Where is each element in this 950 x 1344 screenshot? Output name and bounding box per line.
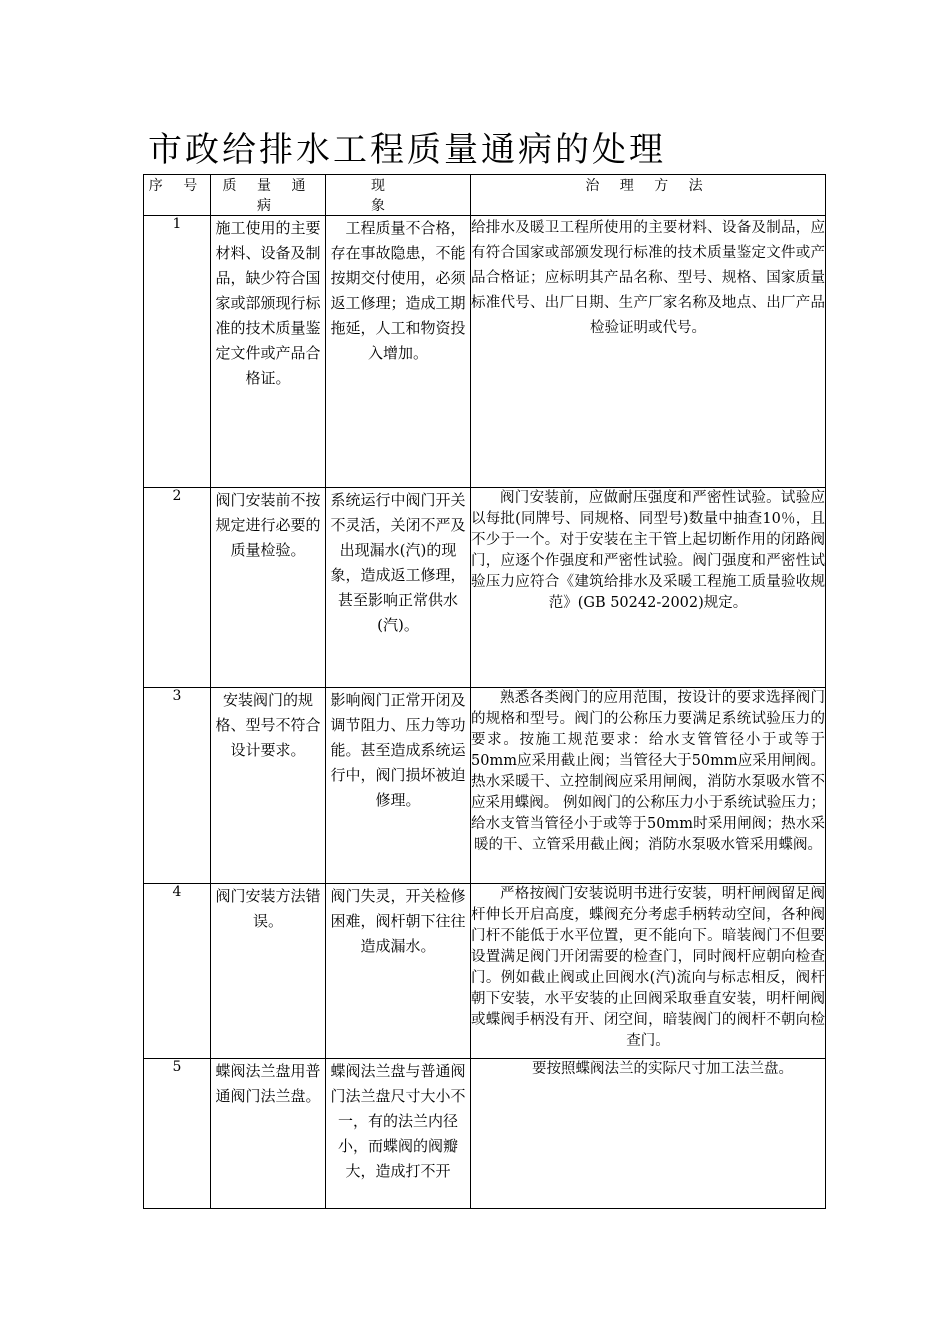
row-problem: 施工使用的主要材料、设备及制品，缺少符合国家或部颁现行标准的技术质量鉴定文件或产品合格证。 xyxy=(211,216,326,488)
row-problem: 阀门安装方法错误。 xyxy=(211,884,326,1059)
row-index: 4 xyxy=(144,884,211,1059)
row-index: 2 xyxy=(144,488,211,688)
table-row xyxy=(144,216,826,488)
row-phenomenon: 影响阀门正常开闭及调节阻力、压力等功能。甚至造成系统运行中，阀门损坏被迫修理。 xyxy=(326,688,471,884)
row-index: 3 xyxy=(144,688,211,884)
header-phenomenon: 现 象 xyxy=(326,175,471,216)
header-problem: 质 量 通 病 xyxy=(211,175,326,216)
table-row xyxy=(144,688,826,884)
row-problem: 安装阀门的规格、型号不符合设计要求。 xyxy=(211,688,326,884)
row-problem: 阀门安装前不按规定进行必要的质量检验。 xyxy=(211,488,326,688)
row-method: 要按照蝶阀法兰的实际尺寸加工法兰盘。 xyxy=(471,1059,826,1209)
row-index: 5 xyxy=(144,1059,211,1209)
row-phenomenon: 工程质量不合格，存在事故隐患，不能按期交付使用，必须返工修理；造成工期拖延，人工和物资投入增加。 xyxy=(326,216,471,488)
row-phenomenon: 阀门失灵，开关检修困难，阀杆朝下往往造成漏水。 xyxy=(326,884,471,1059)
table-row xyxy=(144,488,826,688)
document-title: 市政给排水工程质量通病的处理 xyxy=(148,130,666,170)
row-method: 严格按阀门安装说明书进行安装，明杆闸阀留足阀杆伸长开启高度，蝶阀充分考虑手柄转动空间，各种阀门杆不能低于水平位置，更不能向下。暗装阀门不但要设置满足阀门开闭需要的检查门，同时阀杆应朝向检查门。例如截止阀或止回阀水(汽)流向与标志相反，阀杆朝下安装，水平安装的止回阀采取垂直安装，明杆闸阀或蝶阀手柄没有开、闭空间，暗装阀门的阀杆不朝向检查门。 xyxy=(471,884,826,1059)
row-method: 阀门安装前，应做耐压强度和严密性试验。试验应以每批(同牌号、同规格、同型号)数量中抽查10％，且不少于一个。对于安装在主干管上起切断作用的闭路阀门，应逐个作强度和严密性试验。阀门强度和严密性试验压力应符合《建筑给排水及采暖工程施工质量验收规范》(GB 50242-2002)规定。 xyxy=(471,488,826,688)
quality-issues-table xyxy=(143,174,826,1209)
row-problem: 蝶阀法兰盘用普通阀门法兰盘。 xyxy=(211,1059,326,1209)
header-index: 序 号 xyxy=(144,175,211,216)
row-phenomenon: 蝶阀法兰盘与普通阀门法兰盘尺寸大小不一，有的法兰内径小，而蝶阀的阀瓣大，造成打不开 xyxy=(326,1059,471,1209)
header-method: 治 理 方 法 xyxy=(471,175,826,216)
table-row xyxy=(144,1059,826,1209)
row-index: 1 xyxy=(144,216,211,488)
table-row xyxy=(144,884,826,1059)
table-header-row xyxy=(144,175,826,216)
row-method: 熟悉各类阀门的应用范围，按设计的要求选择阀门的规格和型号。阀门的公称压力要满足系统试验压力的要求。按施工规范要求：给水支管管径小于或等于50mm应采用截止阀；当管径大于50mm应采用闸阀。热水采暖干、立控制阀应采用闸阀，消防水泵吸水管不应采用蝶阀。 例如阀门的公称压力小于系统试验压力；给水支管当管径小于或等于50mm时采用闸阀；热水采暖的干、立管采用截止阀；消防水泵吸水管采用蝶阀。 xyxy=(471,688,826,884)
row-method: 给排水及暖卫工程所使用的主要材料、设备及制品，应有符合国家或部颁发现行标准的技术质量鉴定文件或产品合格证；应标明其产品名称、型号、规格、国家质量标准代号、出厂日期、生产厂家名称及地点、出厂产品检验证明或代号。 xyxy=(471,216,826,488)
row-phenomenon: 系统运行中阀门开关不灵活，关闭不严及出现漏水(汽)的现象，造成返工修理，甚至影响正常供水(汽)。 xyxy=(326,488,471,688)
